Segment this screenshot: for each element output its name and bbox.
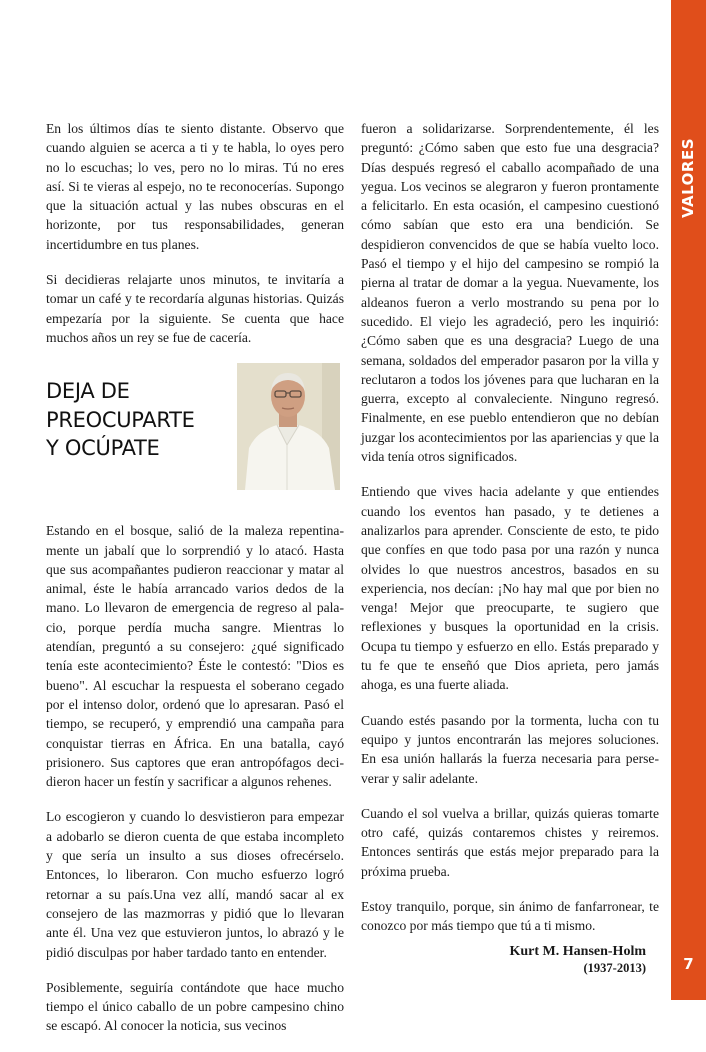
- intro-paragraph: Si decidieras relajarte unos minutos, te invitaría a tomar un café y te recordaría algunas historias. Quizás empezaría por la siguiente. Se cuenta que hace muchos años un rey se fue de cacería.: [46, 272, 344, 345]
- body-paragraph: Estoy tranquilo, porque, sin ánimo de fanfarronear, te conozco por más tiempo que tú a ti mismo.: [361, 898, 659, 934]
- page-number: 7: [683, 955, 694, 973]
- title-line: PREOCUPARTE: [46, 407, 195, 432]
- intro-paragraph: En los últimos días te siento distante. Observo que cuando alguien se acerca a ti y te habla, lo oyes pero no lo escuchas; lo ves, pero no lo miras. Tú no eres así. Si te vieras al espejo, no te reconocerías. Supongo que la situación actual y las nubes obscuras en el horizonte, por tus responsabilidades, generan incertidumbre en tus planes.: [46, 121, 344, 252]
- portrait-illustration: [237, 363, 340, 490]
- body-paragraph: Cuando estés pasando por la tormenta, lucha con tu equipo y juntos encontrarán las mejores soluciones. En esa unión hallarás la fuerza necesaria para perseverar y salir adelante.: [361, 712, 659, 786]
- title-line: DEJA DE: [46, 379, 130, 404]
- body-paragraph: Cuando el sol vuelva a brillar, quizás quieras tomarte otro café, quizás contaremos chistes y reiremos. Entonces sentirás que estás mejor preparado para la próxima prueba.: [361, 805, 659, 879]
- body-paragraph: Posiblemente, seguiría contándote que hace mucho tiempo el único caballo de un pobre campesino chino se escapó. Al conocer la noticia, sus vecinos: [46, 979, 344, 1034]
- section-label: [671, 118, 706, 238]
- right-column: [361, 119, 659, 952]
- body-paragraph: Lo escogieron y cuando lo desvistieron para empezar a adobarlo se dieron cuenta de que estaba incompleto y que sería un insulto a sus dioses ofrecérselo. Entonces, lo liberaron. Con mucho esfuerzo logró retornar a su país.Una vez allí, mandó sacar al ex consejero de las mazmorras y pidió que lo llevaran ante él. Una vez que estuvieron juntos, lo abrazó y le pidió disculpas por haber tardado tanto en entender.: [46, 809, 344, 960]
- author-years: (1937-2013): [583, 961, 646, 975]
- article-title: [46, 377, 195, 463]
- author-photo: [237, 363, 340, 490]
- author-signature: [510, 943, 647, 977]
- title-line: Y OCÚPATE: [46, 436, 160, 461]
- body-paragraph: Estando en el bosque, salió de la maleza repentinamente un jabalí que lo sorprendió y lo atacó. Hasta que sus acompañantes pudieron reaccionar y matar al animal, éste le había arrancado varios dedos de la mano. Lo llevaron de emergencia de regreso al palacio, porque perdía mucha sangre. Mientras lo atendían, preguntó a su consejero: ¿qué significado tenía este acontecimiento? Éste le contestó: "Dios es bueno". Al escuchar la respuesta el soberano cegado por el intenso dolor, ordenó que lo apresaran. Pasó el tiempo, se recuperó, y emprendió una campaña para conquistar tierras en África. En una batalla, cayó prisionero. Sus captores que eran antropófagos decidieron hacer un festín y sacrificar a algunos rehenes.: [46, 523, 344, 790]
- author-name: Kurt M. Hansen-Holm: [509, 944, 646, 959]
- body-paragraph: Entiendo que vives hacia adelante y que entiendes cuando los eventos han pasado, y te detienes a analizarlos para aprender. Consciente de esto, te pido que confíes en que todo pasa por una razón y nunca olvides lo que nuestros ancestros, basados en su experiencia, nos decían: ¡No hay mal que por bien no venga! Mejor que preocuparte, te sugiero que reflexiones y busques la oportunidad en la crisis. Ocupa tu tiempo y esfuerzo en ello. Estás preparado y tu fe que te enseñó que Dios aprieta, pero jamás ahoga, es una fuerte aliada.: [361, 484, 659, 693]
- left-column: [46, 119, 344, 1052]
- body-paragraph: fueron a solidarizarse. Sorprendentemente, él les preguntó: ¿Cómo saben que esto fue una desgracia? Días después regresó el caballo acompañado de una yegua. Los vecinos se alegraron y fueron prontamente a felicitarlo. En esta ocasión, el campesino cuestionó cómo sabían que esto era una bendición. Se despidieron convencidos de que se había vuelto loco. Pasó el tiempo y el hijo del campesino se rompió la pierna al tratar de domar a la yegua. Nuevamente, los aldeanos fueron a verlo mostrando su pena por lo sucedido. El viejo les agradeció, pero les inquirió: ¿Cómo saben que es una desgracia? Luego de una semana, soldados del emperador pasaron por la villa y reclutaron a todos los jóvenes para que lucharan en la guerra, excepto al convaleciente. Ninguno regresó. Finalmente, en ese pueblo entendieron que no debían juzgar los acontecimientos por las apariencias y que la vida tenía otros significados.: [361, 121, 659, 465]
- section-label-text: VALORES: [679, 137, 698, 219]
- headline-block: [46, 363, 344, 513]
